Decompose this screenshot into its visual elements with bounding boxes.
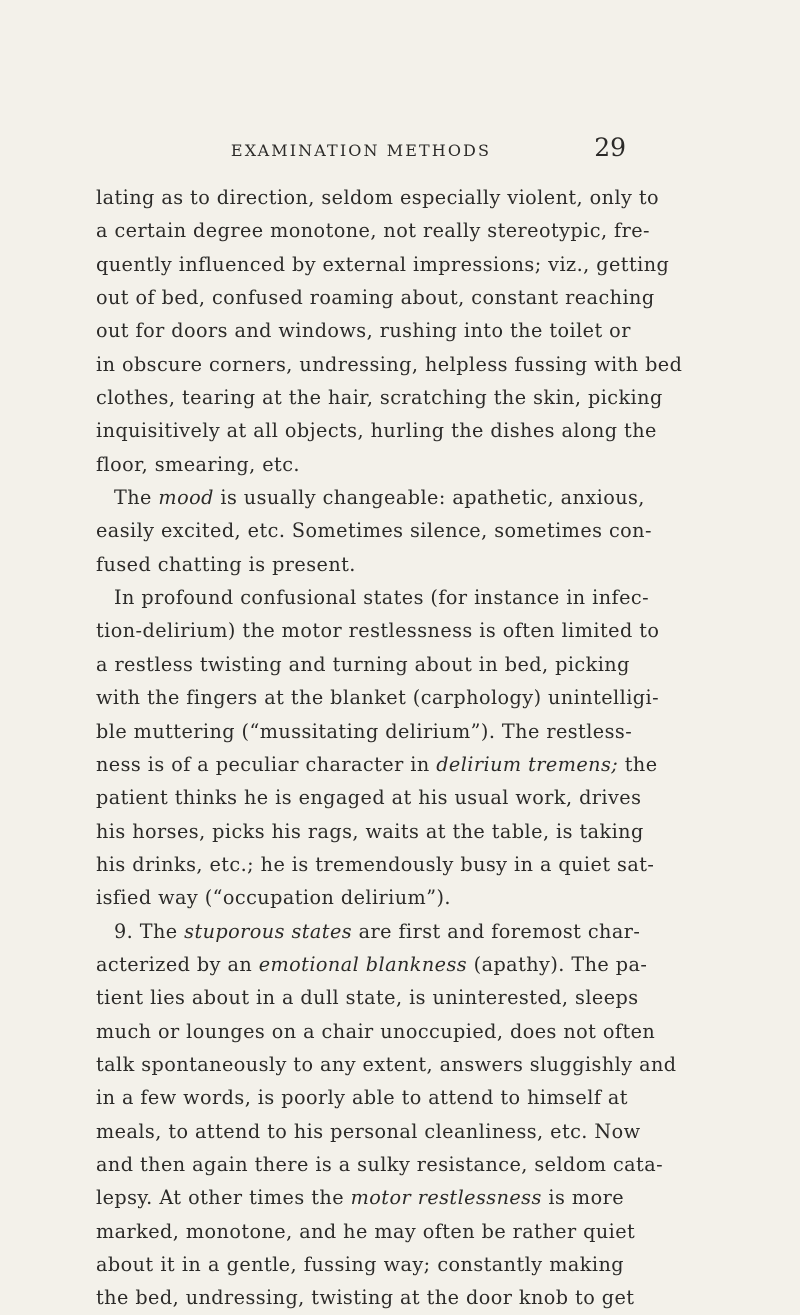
- text-run: a restless twisting and turning about in bed, picking: [96, 652, 630, 676]
- italic-term: emotional blankness: [258, 952, 468, 976]
- text-line: [96, 348, 683, 381]
- text-line: [96, 848, 655, 881]
- text-line: [96, 514, 652, 547]
- page-number: 29: [594, 133, 626, 162]
- text-run: his drinks, etc.; he is tremendously busy in a quiet sat-: [96, 852, 655, 876]
- text-run: much or lounges on a chair unoccupied, does not often: [96, 1019, 656, 1043]
- text-run: ble muttering (“mussitating delirium”). The restless-: [96, 719, 633, 743]
- text-line: [96, 1148, 664, 1181]
- text-line: [96, 1015, 656, 1048]
- italic-term: delirium tremens;: [436, 752, 619, 776]
- text-line: [96, 748, 658, 781]
- text-run: acterized by an: [96, 952, 259, 976]
- text-line: [96, 881, 624, 914]
- text-run: the bed, undressing, twisting at the door knob to get: [96, 1286, 635, 1310]
- text-run: quently influenced by external impressions; viz., getting: [96, 252, 670, 276]
- text-run: is usually changeable: apathetic, anxious,: [213, 486, 645, 510]
- text-line: [96, 481, 645, 514]
- text-line: [96, 815, 644, 848]
- text-run: with the fingers at the blanket (carphology) unintelligi-: [96, 686, 660, 710]
- italic-term: mood: [158, 486, 214, 510]
- paragraph: [96, 181, 683, 481]
- text-run: In profound confusional states (for instance in infec-: [114, 586, 650, 610]
- text-run: and then again there is a sulky resistance, seldom cata-: [96, 1152, 664, 1176]
- text-line: [96, 1081, 628, 1114]
- text-run: patient thinks he is engaged at his usual work, drives: [96, 786, 642, 810]
- text-line: [96, 681, 660, 714]
- body-text: [96, 181, 683, 1315]
- text-run: the: [618, 752, 658, 776]
- text-run: lepsy. At other times the: [96, 1186, 351, 1210]
- text-line: [96, 214, 650, 247]
- text-line: [96, 948, 648, 981]
- text-line: [96, 1281, 635, 1314]
- text-run: is more: [541, 1186, 624, 1210]
- text-run: out of bed, confused roaming about, constant reaching: [96, 286, 655, 310]
- text-run: talk spontaneously to any extent, answers sluggishly and: [96, 1052, 677, 1076]
- paragraph: [96, 915, 677, 1315]
- text-line: [96, 314, 631, 347]
- text-line: [96, 548, 624, 581]
- text-line: [96, 981, 639, 1014]
- text-run: are first and foremost char-: [352, 919, 641, 943]
- running-head: [96, 133, 626, 169]
- text-line: [96, 281, 655, 314]
- paragraph: [96, 481, 652, 581]
- text-run: lating as to direction, seldom especially violent, only to: [96, 186, 660, 209]
- text-run: inquisitively at all objects, hurling the dishes along the: [96, 419, 657, 443]
- text-run: isfied way (“occupation delirium”).: [96, 886, 451, 910]
- paragraph: [96, 581, 660, 914]
- text-run: a certain degree monotone, not really stereotypic, fre-: [96, 219, 650, 243]
- text-line: [96, 1181, 624, 1214]
- text-run: fused chatting is present.: [96, 552, 356, 576]
- text-run: out for doors and windows, rushing into the toilet or: [96, 319, 631, 343]
- text-run: meals, to attend to his personal cleanliness, etc. Now: [96, 1119, 641, 1143]
- text-run: marked, monotone, and he may often be rather quiet: [96, 1219, 636, 1243]
- text-run: floor, smearing, etc.: [96, 452, 300, 476]
- text-run: in obscure corners, undressing, helpless fussing with bed: [96, 352, 683, 376]
- running-title: EXAMINATION METHODS: [230, 141, 492, 160]
- text-line: [96, 915, 641, 948]
- text-line: [96, 181, 660, 214]
- text-line: [96, 248, 670, 281]
- text-line: [96, 1115, 641, 1148]
- text-run: 9. The: [114, 919, 185, 943]
- text-line: [96, 381, 663, 414]
- text-line: [96, 414, 657, 447]
- text-run: The: [114, 486, 159, 510]
- text-run: (apathy). The pa-: [467, 952, 648, 976]
- text-line: [96, 1248, 624, 1281]
- italic-term: stuporous states: [184, 919, 353, 943]
- text-run: in a few words, is poorly able to attend to himself at: [96, 1086, 628, 1110]
- italic-term: motor restlessness: [350, 1186, 542, 1210]
- text-run: easily excited, etc. Sometimes silence, sometimes con-: [96, 519, 652, 543]
- text-run: ness is of a peculiar character in: [96, 752, 437, 776]
- text-line: [96, 581, 650, 614]
- text-run: about it in a gentle, fussing way; constantly making: [96, 1253, 624, 1276]
- text-run: clothes, tearing at the hair, scratching the skin, picking: [96, 386, 663, 410]
- text-run: tient lies about in a dull state, is uninterested, sleeps: [96, 986, 639, 1010]
- text-line: [96, 1048, 677, 1081]
- text-line: [96, 648, 630, 681]
- text-run: his horses, picks his rags, waits at the table, is taking: [96, 819, 644, 843]
- text-line: [96, 614, 660, 647]
- text-line: [96, 781, 642, 814]
- text-run: tion-delirium) the motor restlessness is often limited to: [96, 619, 660, 643]
- text-line: [96, 1215, 636, 1248]
- text-line: [96, 715, 633, 748]
- text-line: [96, 448, 624, 481]
